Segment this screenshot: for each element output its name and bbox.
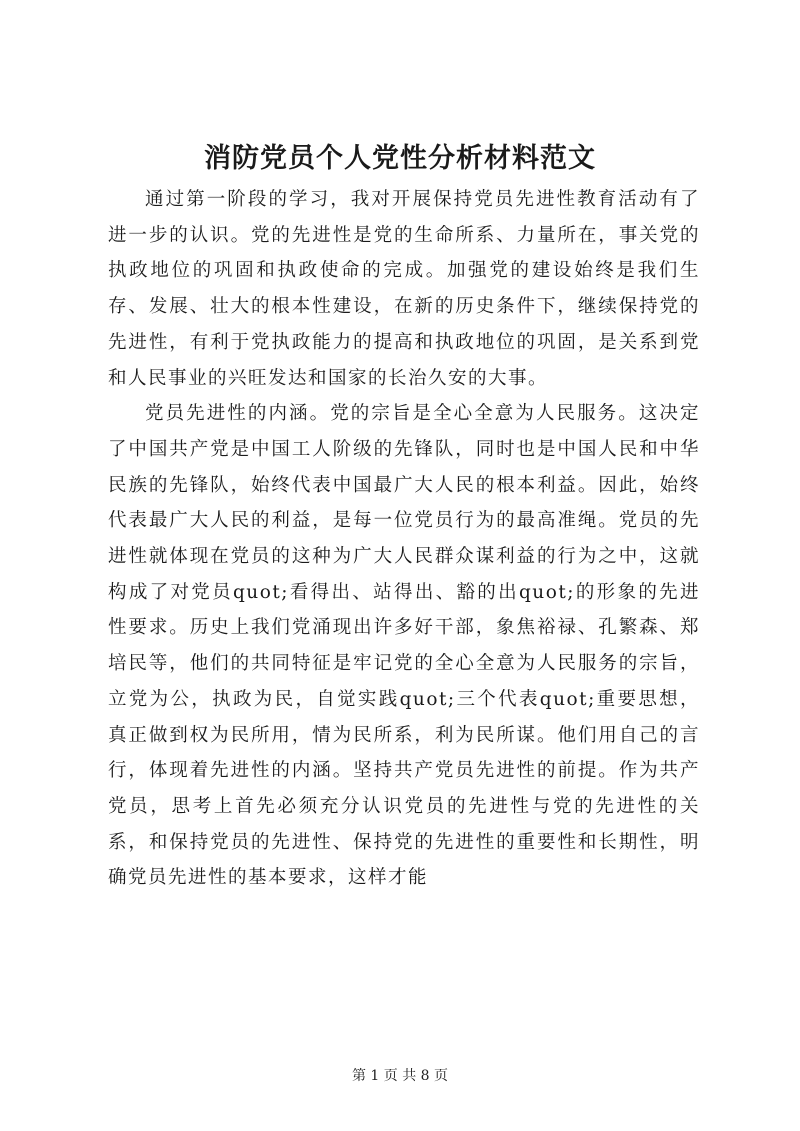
paragraph-1: 通过第一阶段的学习，我对开展保持党员先进性教育活动有了进一步的认识。党的先进性是党的生命所系、力量所在，事关党的执政地位的巩固和执政使命的完成。加强党的建设始终是我们生存、发展、壮大的根本性建设，在新的历史条件下，继续保持党的先进性，有利于党执政能力的提高和执政地位的巩固，是关系到党和人民事业的兴旺发达和国家的长治久安的大事。 [108, 189, 700, 389]
page-number-footer: 第 1 页 共 8 页 [351, 1068, 449, 1084]
paragraph-2: 党员先进性的内涵。党的宗旨是全心全意为人民服务。这决定了中国共产党是中国工人阶级的先锋队，同时也是中国人民和中华民族的先锋队，始终代表中国最广大人民的根本利益。因此，始终代表最广大人民的利益，是每一位党员行为的最高准绳。党员的先进性就体现在党员的这种为广大人民群众谋利益的行为之中，这就构成了对党员quot;看得出、站得出、豁的出quot;的形象的先进性要求。历史上我们党涌现出许多好干部，象焦裕禄、孔繁森、郑培民等，他们的共同特征是牢记党的全心全意为人民服务的宗旨，立党为公，执政为民，自觉实践quot;三个代表quot;重要思想，真正做到权为民所用，情为民所系，利为民所谋。他们用自己的言行，体现着先进性的内涵。坚持共产党员先进性的前提。作为共产党员，思考上首先必须充分认识党员的先进性与党的先进性的关系，和保持党员的先进性、保持党的先进性的重要性和长期性，明确党员先进性的基本要求，这样才能 [108, 403, 700, 889]
document-body [108, 182, 700, 896]
document-title: 消防党员个人党性分析材料范文 [204, 143, 596, 174]
